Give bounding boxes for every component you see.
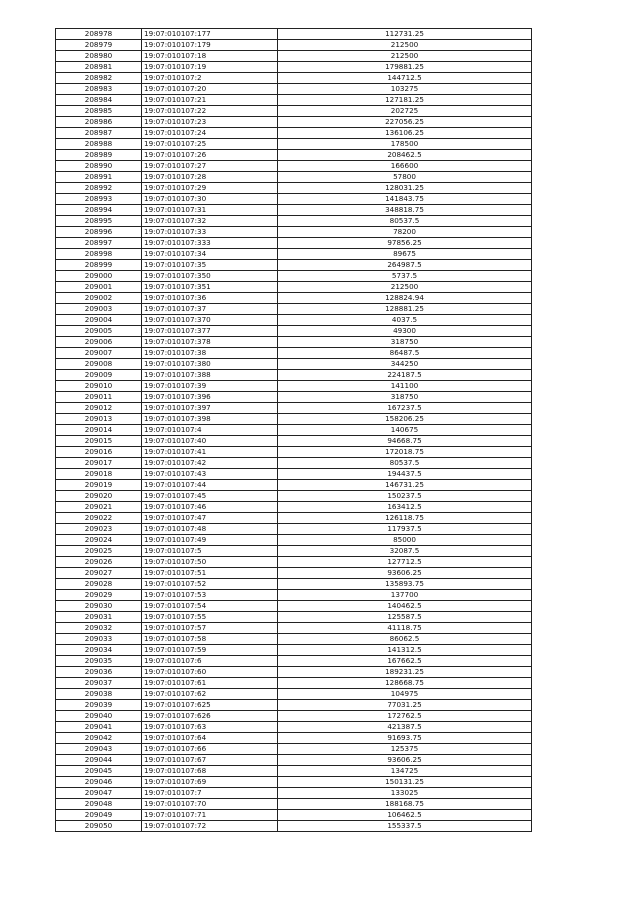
table-row [56, 51, 532, 62]
cadastral-value-cell: 49300 [278, 326, 532, 337]
cadastral-number-cell: 19:07:010107:44 [142, 480, 278, 491]
table-row [56, 161, 532, 172]
cadastral-number-cell: 19:07:010107:66 [142, 744, 278, 755]
row-number-cell: 209036 [56, 667, 142, 678]
cadastral-value-cell: 93606.25 [278, 755, 532, 766]
cadastral-value-cell: 208462.5 [278, 150, 532, 161]
cadastral-number-cell: 19:07:010107:177 [142, 29, 278, 40]
table-row [56, 106, 532, 117]
table-row [56, 458, 532, 469]
row-number-cell: 208998 [56, 249, 142, 260]
table-row [56, 260, 532, 271]
cadastral-value-cell: 137700 [278, 590, 532, 601]
row-number-cell: 209002 [56, 293, 142, 304]
row-number-cell: 209044 [56, 755, 142, 766]
row-number-cell: 209042 [56, 733, 142, 744]
row-number-cell: 209005 [56, 326, 142, 337]
table-row [56, 722, 532, 733]
row-number-cell: 209000 [56, 271, 142, 282]
row-number-cell: 209031 [56, 612, 142, 623]
cadastral-number-cell: 19:07:010107:398 [142, 414, 278, 425]
cadastral-number-cell: 19:07:010107:377 [142, 326, 278, 337]
cadastral-value-cell: 78200 [278, 227, 532, 238]
cadastral-value-cell: 150131.25 [278, 777, 532, 788]
row-number-cell: 208991 [56, 172, 142, 183]
row-number-cell: 209010 [56, 381, 142, 392]
cadastral-value-cell: 126118.75 [278, 513, 532, 524]
cadastral-value-cell: 127181.25 [278, 95, 532, 106]
cadastral-value-cell: 80537.5 [278, 458, 532, 469]
row-number-cell: 208980 [56, 51, 142, 62]
cadastral-value-cell: 140462.5 [278, 601, 532, 612]
row-number-cell: 209039 [56, 700, 142, 711]
row-number-cell: 209007 [56, 348, 142, 359]
cadastral-number-cell: 19:07:010107:26 [142, 150, 278, 161]
cadastral-value-cell: 158206.25 [278, 414, 532, 425]
cadastral-value-cell: 150237.5 [278, 491, 532, 502]
table-row [56, 128, 532, 139]
table-row [56, 733, 532, 744]
cadastral-value-cell: 134725 [278, 766, 532, 777]
cadastral-value-cell: 128881.25 [278, 304, 532, 315]
table-row [56, 667, 532, 678]
cadastral-value-cell: 264987.5 [278, 260, 532, 271]
cadastral-value-cell: 97856.25 [278, 238, 532, 249]
row-number-cell: 209046 [56, 777, 142, 788]
row-number-cell: 209041 [56, 722, 142, 733]
row-number-cell: 209029 [56, 590, 142, 601]
row-number-cell: 208989 [56, 150, 142, 161]
cadastral-number-cell: 19:07:010107:43 [142, 469, 278, 480]
table-row [56, 535, 532, 546]
table-row [56, 249, 532, 260]
cadastral-value-cell: 125587.5 [278, 612, 532, 623]
cadastral-number-cell: 19:07:010107:397 [142, 403, 278, 414]
cadastral-number-cell: 19:07:010107:47 [142, 513, 278, 524]
cadastral-value-cell: 202725 [278, 106, 532, 117]
cadastral-number-cell: 19:07:010107:22 [142, 106, 278, 117]
cadastral-value-cell: 348818.75 [278, 205, 532, 216]
cadastral-value-cell: 155337.5 [278, 821, 532, 832]
cadastral-value-cell: 227056.25 [278, 117, 532, 128]
row-number-cell: 209001 [56, 282, 142, 293]
cadastral-value-cell: 189231.25 [278, 667, 532, 678]
row-number-cell: 209008 [56, 359, 142, 370]
cadastral-number-cell: 19:07:010107:333 [142, 238, 278, 249]
table-row [56, 546, 532, 557]
table-row [56, 612, 532, 623]
cadastral-number-cell: 19:07:010107:40 [142, 436, 278, 447]
cadastral-number-cell: 19:07:010107:57 [142, 623, 278, 634]
cadastral-value-cell: 103275 [278, 84, 532, 95]
cadastral-number-cell: 19:07:010107:55 [142, 612, 278, 623]
cadastral-number-cell: 19:07:010107:30 [142, 194, 278, 205]
cadastral-value-cell: 344250 [278, 359, 532, 370]
row-number-cell: 208985 [56, 106, 142, 117]
row-number-cell: 209009 [56, 370, 142, 381]
cadastral-number-cell: 19:07:010107:37 [142, 304, 278, 315]
cadastral-value-cell: 188168.75 [278, 799, 532, 810]
table-row [56, 95, 532, 106]
table-row [56, 414, 532, 425]
cadastral-number-cell: 19:07:010107:33 [142, 227, 278, 238]
row-number-cell: 209048 [56, 799, 142, 810]
table-row [56, 172, 532, 183]
table-row [56, 348, 532, 359]
cadastral-number-cell: 19:07:010107:59 [142, 645, 278, 656]
cadastral-value-cell: 41118.75 [278, 623, 532, 634]
cadastral-number-cell: 19:07:010107:34 [142, 249, 278, 260]
cadastral-value-cell: 318750 [278, 392, 532, 403]
row-number-cell: 209019 [56, 480, 142, 491]
table-row [56, 315, 532, 326]
table-row [56, 810, 532, 821]
cadastral-value-cell: 212500 [278, 40, 532, 51]
table-row [56, 337, 532, 348]
row-number-cell: 209006 [56, 337, 142, 348]
row-number-cell: 208979 [56, 40, 142, 51]
row-number-cell: 209034 [56, 645, 142, 656]
cadastral-value-cell: 125375 [278, 744, 532, 755]
row-number-cell: 209045 [56, 766, 142, 777]
row-number-cell: 208978 [56, 29, 142, 40]
cadastral-value-cell: 224187.5 [278, 370, 532, 381]
cadastral-value-cell: 140675 [278, 425, 532, 436]
cadastral-number-cell: 19:07:010107:46 [142, 502, 278, 513]
table-row [56, 73, 532, 84]
row-number-cell: 208993 [56, 194, 142, 205]
table-row [56, 139, 532, 150]
cadastral-value-cell: 212500 [278, 51, 532, 62]
row-number-cell: 208990 [56, 161, 142, 172]
row-number-cell: 209018 [56, 469, 142, 480]
table-row [56, 590, 532, 601]
row-number-cell: 209003 [56, 304, 142, 315]
cadastral-value-cell: 128824.94 [278, 293, 532, 304]
cadastral-value-cell: 112731.25 [278, 29, 532, 40]
cadastral-number-cell: 19:07:010107:71 [142, 810, 278, 821]
row-number-cell: 209033 [56, 634, 142, 645]
cadastral-value-cell: 141843.75 [278, 194, 532, 205]
table-row [56, 304, 532, 315]
table-row [56, 370, 532, 381]
table-row [56, 623, 532, 634]
cadastral-number-cell: 19:07:010107:63 [142, 722, 278, 733]
row-number-cell: 208987 [56, 128, 142, 139]
table-row [56, 700, 532, 711]
row-number-cell: 209021 [56, 502, 142, 513]
table-row [56, 744, 532, 755]
table-row [56, 293, 532, 304]
row-number-cell: 208982 [56, 73, 142, 84]
row-number-cell: 209016 [56, 447, 142, 458]
cadastral-value-cell: 421387.5 [278, 722, 532, 733]
table-row [56, 689, 532, 700]
cadastral-number-cell: 19:07:010107:45 [142, 491, 278, 502]
row-number-cell: 209043 [56, 744, 142, 755]
cadastral-number-cell: 19:07:010107:5 [142, 546, 278, 557]
table-row [56, 183, 532, 194]
table-row [56, 117, 532, 128]
table-row [56, 436, 532, 447]
cadastral-number-cell: 19:07:010107:42 [142, 458, 278, 469]
cadastral-value-cell: 117937.5 [278, 524, 532, 535]
cadastral-number-cell: 19:07:010107:19 [142, 62, 278, 73]
row-number-cell: 209047 [56, 788, 142, 799]
cadastral-number-cell: 19:07:010107:626 [142, 711, 278, 722]
row-number-cell: 208992 [56, 183, 142, 194]
cadastral-value-cell: 172762.5 [278, 711, 532, 722]
cadastral-number-cell: 19:07:010107:32 [142, 216, 278, 227]
cadastral-number-cell: 19:07:010107:49 [142, 535, 278, 546]
row-number-cell: 208997 [56, 238, 142, 249]
table-row [56, 381, 532, 392]
row-number-cell: 209028 [56, 579, 142, 590]
table-row [56, 777, 532, 788]
cadastral-number-cell: 19:07:010107:67 [142, 755, 278, 766]
table-row [56, 711, 532, 722]
row-number-cell: 209024 [56, 535, 142, 546]
cadastral-value-cell: 93606.25 [278, 568, 532, 579]
table-row [56, 579, 532, 590]
table-row [56, 480, 532, 491]
cadastral-value-cell: 94668.75 [278, 436, 532, 447]
cadastral-value-cell: 141312.5 [278, 645, 532, 656]
row-number-cell: 208988 [56, 139, 142, 150]
cadastral-value-cell: 77031.25 [278, 700, 532, 711]
cadastral-number-cell: 19:07:010107:41 [142, 447, 278, 458]
table-row [56, 799, 532, 810]
cadastral-value-cell: 80537.5 [278, 216, 532, 227]
cadastral-number-cell: 19:07:010107:7 [142, 788, 278, 799]
table-row [56, 502, 532, 513]
table-row [56, 491, 532, 502]
row-number-cell: 209035 [56, 656, 142, 667]
table-row [56, 568, 532, 579]
row-number-cell: 209017 [56, 458, 142, 469]
row-number-cell: 209038 [56, 689, 142, 700]
cadastral-number-cell: 19:07:010107:70 [142, 799, 278, 810]
cadastral-number-cell: 19:07:010107:39 [142, 381, 278, 392]
table-row [56, 755, 532, 766]
row-number-cell: 209026 [56, 557, 142, 568]
cadastral-number-cell: 19:07:010107:72 [142, 821, 278, 832]
cadastral-number-cell: 19:07:010107:25 [142, 139, 278, 150]
table-row [56, 62, 532, 73]
row-number-cell: 209023 [56, 524, 142, 535]
cadastral-value-cell: 57800 [278, 172, 532, 183]
cadastral-number-cell: 19:07:010107:31 [142, 205, 278, 216]
cadastral-number-cell: 19:07:010107:68 [142, 766, 278, 777]
cadastral-value-cell: 172018.75 [278, 447, 532, 458]
row-number-cell: 209012 [56, 403, 142, 414]
row-number-cell: 208996 [56, 227, 142, 238]
cadastral-number-cell: 19:07:010107:58 [142, 634, 278, 645]
cadastral-number-cell: 19:07:010107:62 [142, 689, 278, 700]
table-row [56, 194, 532, 205]
cadastral-number-cell: 19:07:010107:69 [142, 777, 278, 788]
cadastral-value-cell: 4037.5 [278, 315, 532, 326]
cadastral-value-cell: 85000 [278, 535, 532, 546]
cadastral-value-cell: 212500 [278, 282, 532, 293]
row-number-cell: 209049 [56, 810, 142, 821]
cadastral-value-cell: 135893.75 [278, 579, 532, 590]
cadastral-value-cell: 166600 [278, 161, 532, 172]
cadastral-value-cell: 32087.5 [278, 546, 532, 557]
row-number-cell: 209013 [56, 414, 142, 425]
cadastral-value-cell: 86487.5 [278, 348, 532, 359]
table-row [56, 524, 532, 535]
cadastral-value-cell: 86062.5 [278, 634, 532, 645]
row-number-cell: 209030 [56, 601, 142, 612]
cadastral-value-table [55, 28, 532, 832]
table-row [56, 645, 532, 656]
cadastral-value-cell: 141100 [278, 381, 532, 392]
cadastral-number-cell: 19:07:010107:396 [142, 392, 278, 403]
cadastral-number-cell: 19:07:010107:4 [142, 425, 278, 436]
table-row [56, 656, 532, 667]
table-row [56, 84, 532, 95]
row-number-cell: 208984 [56, 95, 142, 106]
table-row [56, 447, 532, 458]
table-row [56, 557, 532, 568]
row-number-cell: 208983 [56, 84, 142, 95]
row-number-cell: 208995 [56, 216, 142, 227]
cadastral-number-cell: 19:07:010107:378 [142, 337, 278, 348]
table-row [56, 282, 532, 293]
table-body [56, 29, 532, 832]
table-row [56, 634, 532, 645]
row-number-cell: 209027 [56, 568, 142, 579]
cadastral-number-cell: 19:07:010107:21 [142, 95, 278, 106]
cadastral-number-cell: 19:07:010107:370 [142, 315, 278, 326]
cadastral-number-cell: 19:07:010107:52 [142, 579, 278, 590]
cadastral-value-cell: 91693.75 [278, 733, 532, 744]
row-number-cell: 209015 [56, 436, 142, 447]
table-row [56, 788, 532, 799]
table-row [56, 227, 532, 238]
cadastral-number-cell: 19:07:010107:50 [142, 557, 278, 568]
row-number-cell: 209037 [56, 678, 142, 689]
row-number-cell: 209022 [56, 513, 142, 524]
cadastral-number-cell: 19:07:010107:54 [142, 601, 278, 612]
cadastral-value-cell: 127712.5 [278, 557, 532, 568]
cadastral-number-cell: 19:07:010107:351 [142, 282, 278, 293]
cadastral-value-cell: 104975 [278, 689, 532, 700]
row-number-cell: 209050 [56, 821, 142, 832]
cadastral-number-cell: 19:07:010107:60 [142, 667, 278, 678]
table-row [56, 205, 532, 216]
cadastral-number-cell: 19:07:010107:27 [142, 161, 278, 172]
cadastral-number-cell: 19:07:010107:24 [142, 128, 278, 139]
cadastral-value-cell: 136106.25 [278, 128, 532, 139]
cadastral-number-cell: 19:07:010107:48 [142, 524, 278, 535]
cadastral-number-cell: 19:07:010107:35 [142, 260, 278, 271]
table-row [56, 403, 532, 414]
row-number-cell: 209020 [56, 491, 142, 502]
cadastral-value-cell: 146731.25 [278, 480, 532, 491]
row-number-cell: 209004 [56, 315, 142, 326]
cadastral-number-cell: 19:07:010107:36 [142, 293, 278, 304]
cadastral-number-cell: 19:07:010107:64 [142, 733, 278, 744]
cadastral-number-cell: 19:07:010107:20 [142, 84, 278, 95]
cadastral-value-cell: 178500 [278, 139, 532, 150]
table-row [56, 392, 532, 403]
cadastral-number-cell: 19:07:010107:2 [142, 73, 278, 84]
table-row [56, 359, 532, 370]
cadastral-value-cell: 5737.5 [278, 271, 532, 282]
cadastral-number-cell: 19:07:010107:625 [142, 700, 278, 711]
cadastral-value-cell: 128031.25 [278, 183, 532, 194]
cadastral-number-cell: 19:07:010107:350 [142, 271, 278, 282]
table-row [56, 469, 532, 480]
cadastral-number-cell: 19:07:010107:38 [142, 348, 278, 359]
table-row [56, 326, 532, 337]
table-row [56, 29, 532, 40]
cadastral-value-cell: 163412.5 [278, 502, 532, 513]
cadastral-value-cell: 144712.5 [278, 73, 532, 84]
cadastral-number-cell: 19:07:010107:380 [142, 359, 278, 370]
row-number-cell: 208981 [56, 62, 142, 73]
cadastral-value-cell: 318750 [278, 337, 532, 348]
cadastral-value-cell: 133025 [278, 788, 532, 799]
cadastral-number-cell: 19:07:010107:29 [142, 183, 278, 194]
row-number-cell: 209025 [56, 546, 142, 557]
cadastral-number-cell: 19:07:010107:28 [142, 172, 278, 183]
cadastral-number-cell: 19:07:010107:388 [142, 370, 278, 381]
cadastral-value-cell: 128668.75 [278, 678, 532, 689]
table-row [56, 601, 532, 612]
cadastral-number-cell: 19:07:010107:61 [142, 678, 278, 689]
cadastral-value-cell: 167662.5 [278, 656, 532, 667]
cadastral-number-cell: 19:07:010107:179 [142, 40, 278, 51]
table-row [56, 513, 532, 524]
table-row [56, 766, 532, 777]
cadastral-number-cell: 19:07:010107:53 [142, 590, 278, 601]
table-row [56, 425, 532, 436]
row-number-cell: 208994 [56, 205, 142, 216]
row-number-cell: 209011 [56, 392, 142, 403]
row-number-cell: 209032 [56, 623, 142, 634]
row-number-cell: 209040 [56, 711, 142, 722]
row-number-cell: 208986 [56, 117, 142, 128]
row-number-cell: 208999 [56, 260, 142, 271]
table-row [56, 150, 532, 161]
table-row [56, 821, 532, 832]
cadastral-number-cell: 19:07:010107:23 [142, 117, 278, 128]
table-row [56, 216, 532, 227]
cadastral-value-cell: 167237.5 [278, 403, 532, 414]
table-row [56, 40, 532, 51]
cadastral-number-cell: 19:07:010107:18 [142, 51, 278, 62]
cadastral-value-cell: 89675 [278, 249, 532, 260]
table-row [56, 271, 532, 282]
table-row [56, 238, 532, 249]
cadastral-value-cell: 194437.5 [278, 469, 532, 480]
cadastral-number-cell: 19:07:010107:6 [142, 656, 278, 667]
cadastral-value-cell: 179881.25 [278, 62, 532, 73]
table-row [56, 678, 532, 689]
row-number-cell: 209014 [56, 425, 142, 436]
cadastral-number-cell: 19:07:010107:51 [142, 568, 278, 579]
cadastral-value-cell: 106462.5 [278, 810, 532, 821]
